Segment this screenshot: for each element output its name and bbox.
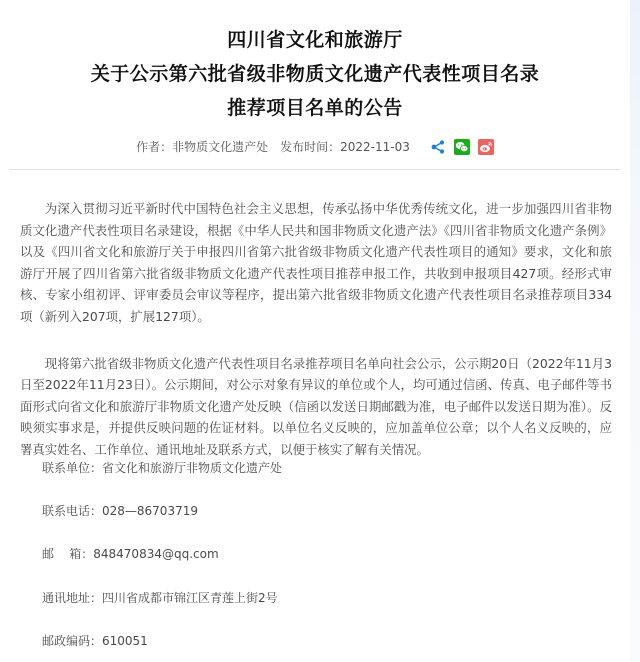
- article-title-issuer: 四川省文化和旅游厅: [227, 29, 403, 51]
- article-title-line3: 推荐项目名单的公告: [227, 97, 403, 119]
- contact-unit: 联系单位：省文化和旅游厅非物质文化遗产处: [42, 461, 283, 475]
- article-body: [20, 198, 612, 461]
- header-divider: [9, 169, 621, 170]
- contact-postcode: 邮政编码：610051: [42, 634, 148, 648]
- article-title-line2: 关于公示第六批省级非物质文化遗产代表性项目名录: [90, 63, 540, 85]
- contact-phone: 联系电话：028—86703719: [42, 504, 198, 518]
- author-label: 作者：非物质文化遗产处: [136, 140, 269, 154]
- wechat-share-icon[interactable]: [454, 139, 470, 155]
- page-side-background: [630, 0, 640, 662]
- share-icon[interactable]: [430, 139, 446, 155]
- contact-email: 邮 箱：848470834@qq.com: [42, 547, 219, 561]
- contact-address: 通讯地址：四川省成都市锦江区青莲上街2号: [42, 591, 278, 605]
- publish-date: 发布时间：2022-11-03: [280, 140, 410, 154]
- article-meta: [0, 138, 630, 156]
- body-paragraph-2: 现将第六批省级非物质文化遗产代表性项目名录推荐项目名单向社会公示，公示期20日（2022年11月3日至2022年11月23日）。公示期间，对公示对象有异议的单位或个人，均可通过信函、传真、电子邮件等书面形式向省文化和旅游厅非物质文化遗产处反映（信函以发送日期邮戳为准，电子邮件以发送日期为准）。反映须实事求是，并提供反映问题的佐证材料。以单位名义反映的，应加盖单位公章；以个人名义反映的，应署真实姓名、工作单位、通讯地址及联系方式，以便于核实了解有关情况。: [20, 355, 612, 457]
- body-paragraph-1: 为深入贯彻习近平新时代中国特色社会主义思想，传承弘扬中华优秀传统文化，进一步加强四川省非物质文化遗产代表性项目名录建设，根据《中华人民共和国非物质文化遗产法》《四川省非物质文化遗产条例》以及《四川省文化和旅游厅关于申报四川省第六批省级非物质文化遗产代表性项目的通知》要求，文化和旅游厅开展了四川省第六批省级非物质文化遗产代表性项目推荐申报工作，共收到申报项目427项。经形式审核、专家小组初评、评审委员会审议等程序，提出第六批省级非物质文化遗产代表性项目名录推荐项目334项（新列入207项，扩展127项）。: [20, 201, 612, 324]
- weibo-share-icon[interactable]: [478, 139, 494, 155]
